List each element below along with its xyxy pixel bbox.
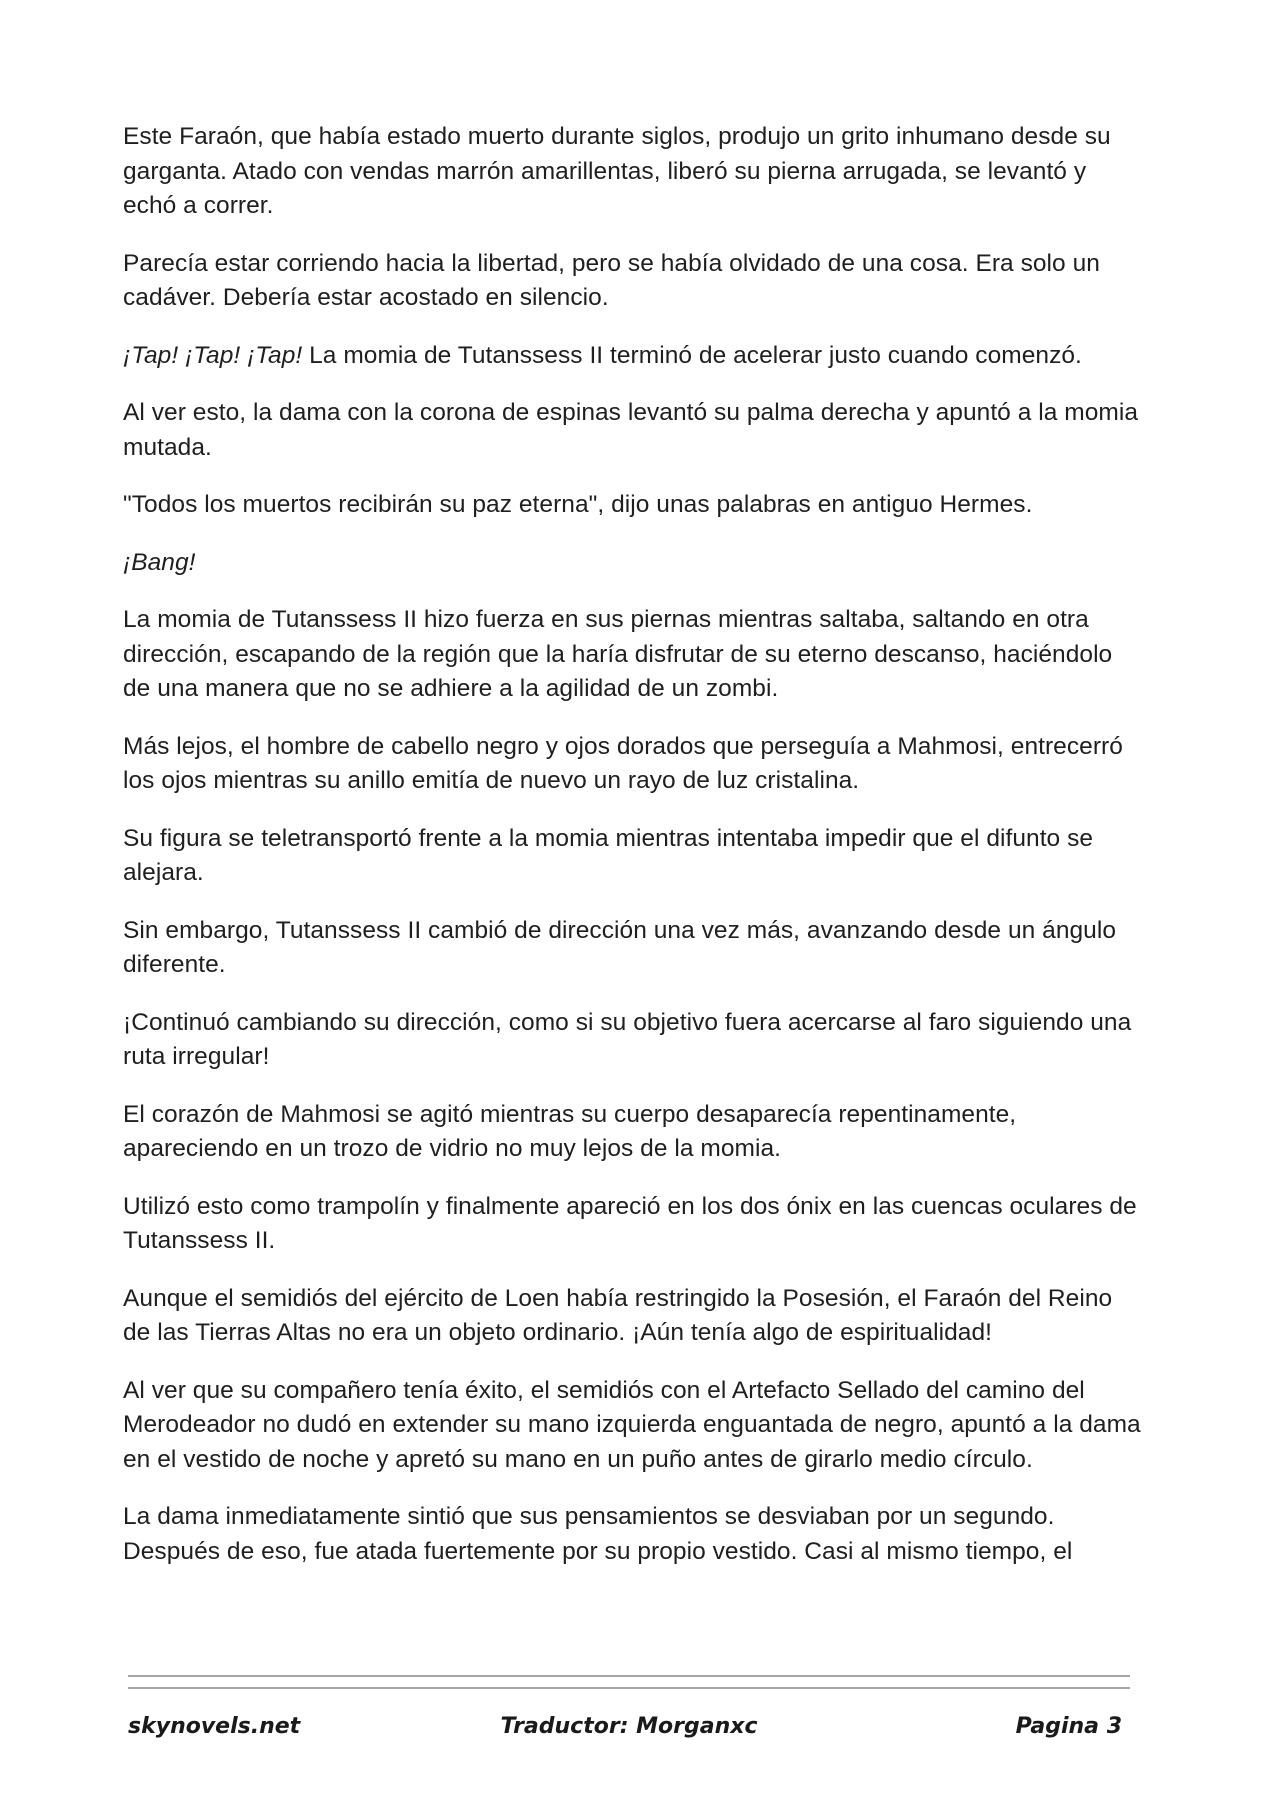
paragraph: ¡Continuó cambiando su dirección, como si su objetivo fuera acercarse al faro siguiendo una ruta irregular! [123, 1008, 1132, 1070]
paragraph: "Todos los muertos recibirán su paz eterna", dijo unas palabras en antiguo Hermes. [123, 491, 1033, 518]
footer-divider-top [128, 1675, 1130, 1677]
paragraph: Este Faraón, que había estado muerto durante siglos, produjo un grito inhumano desde su garganta. Atado con vendas marrón amarillentas, liberó su pierna arrugada, se levantó y echó a correr. [123, 123, 1111, 219]
paragraph: Utilizó esto como trampolín y finalmente apareció en los dos ónix en las cuencas oculares de Tutanssess II. [123, 1192, 1137, 1254]
footer-divider-bottom [128, 1687, 1130, 1689]
paragraph: Más lejos, el hombre de cabello negro y ojos dorados que perseguía a Mahmosi, entrecerró los ojos mientras su anillo emitía de nuevo un rayo de luz cristalina. [123, 732, 1123, 794]
paragraph: La dama inmediatamente sintió que sus pensamientos se desviaban por un segundo. Después de eso, fue atada fuertemente por su propio vestido. Casi al mismo tiempo, el [123, 1503, 1073, 1565]
document-body [123, 120, 1143, 1592]
paragraph: Parecía estar corriendo hacia la libertad, pero se había olvidado de una cosa. Era solo un cadáver. Debería estar acostado en silencio. [123, 249, 1100, 311]
paragraph: ¡Tap! ¡Tap! ¡Tap! La momia de Tutanssess II terminó de acelerar justo cuando comenzó. [123, 341, 1082, 369]
paragraph: Su figura se teletransportó frente a la momia mientras intentaba impedir que el difunto se alejara. [123, 824, 1094, 886]
italic-sound-effect: ¡Tap! ¡Tap! ¡Tap! [123, 341, 303, 369]
paragraph: El corazón de Mahmosi se agitó mientras su cuerpo desaparecía repentinamente, apareciendo en un trozo de vidrio no muy lejos de la momia. [123, 1100, 1017, 1162]
paragraph: Al ver que su compañero tenía éxito, el semidiós con el Artefacto Sellado del camino del Merodeador no dudó en extender su mano izquierda enguantada de negro, apuntó a la dama en el vestido de noche y apretó su mano en un puño antes de girarlo medio círculo. [123, 1376, 1141, 1473]
footer-translator: Traductor: Morganxc [500, 1714, 758, 1739]
paragraph [123, 546, 1143, 581]
paragraph: Al ver esto, la dama con la corona de espinas levantó su palma derecha y apuntó a la momia mutada. [123, 399, 1139, 461]
page-footer [128, 1714, 1130, 1750]
paragraph: Aunque el semidiós del ejército de Loen había restringido la Posesión, el Faraón del Reino de las Tierras Altas no era un objeto ordinario. ¡Aún tenía algo de espiritualidad! [123, 1284, 1113, 1346]
footer-site: skynovels.net [128, 1714, 301, 1739]
footer-page-number: Pagina 3 [1015, 1714, 1122, 1739]
paragraph: La momia de Tutanssess II hizo fuerza en sus piernas mientras saltaba, saltando en otra dirección, escapando de la región que la haría disfrutar de su eterno descanso, haciéndolo de una manera que no se adhiere a la agilidad de un zombi. [123, 606, 1113, 702]
italic-sound-effect: ¡Bang! [123, 548, 196, 576]
paragraph: Sin embargo, Tutanssess II cambió de dirección una vez más, avanzando desde un ángulo diferente. [123, 916, 1117, 978]
